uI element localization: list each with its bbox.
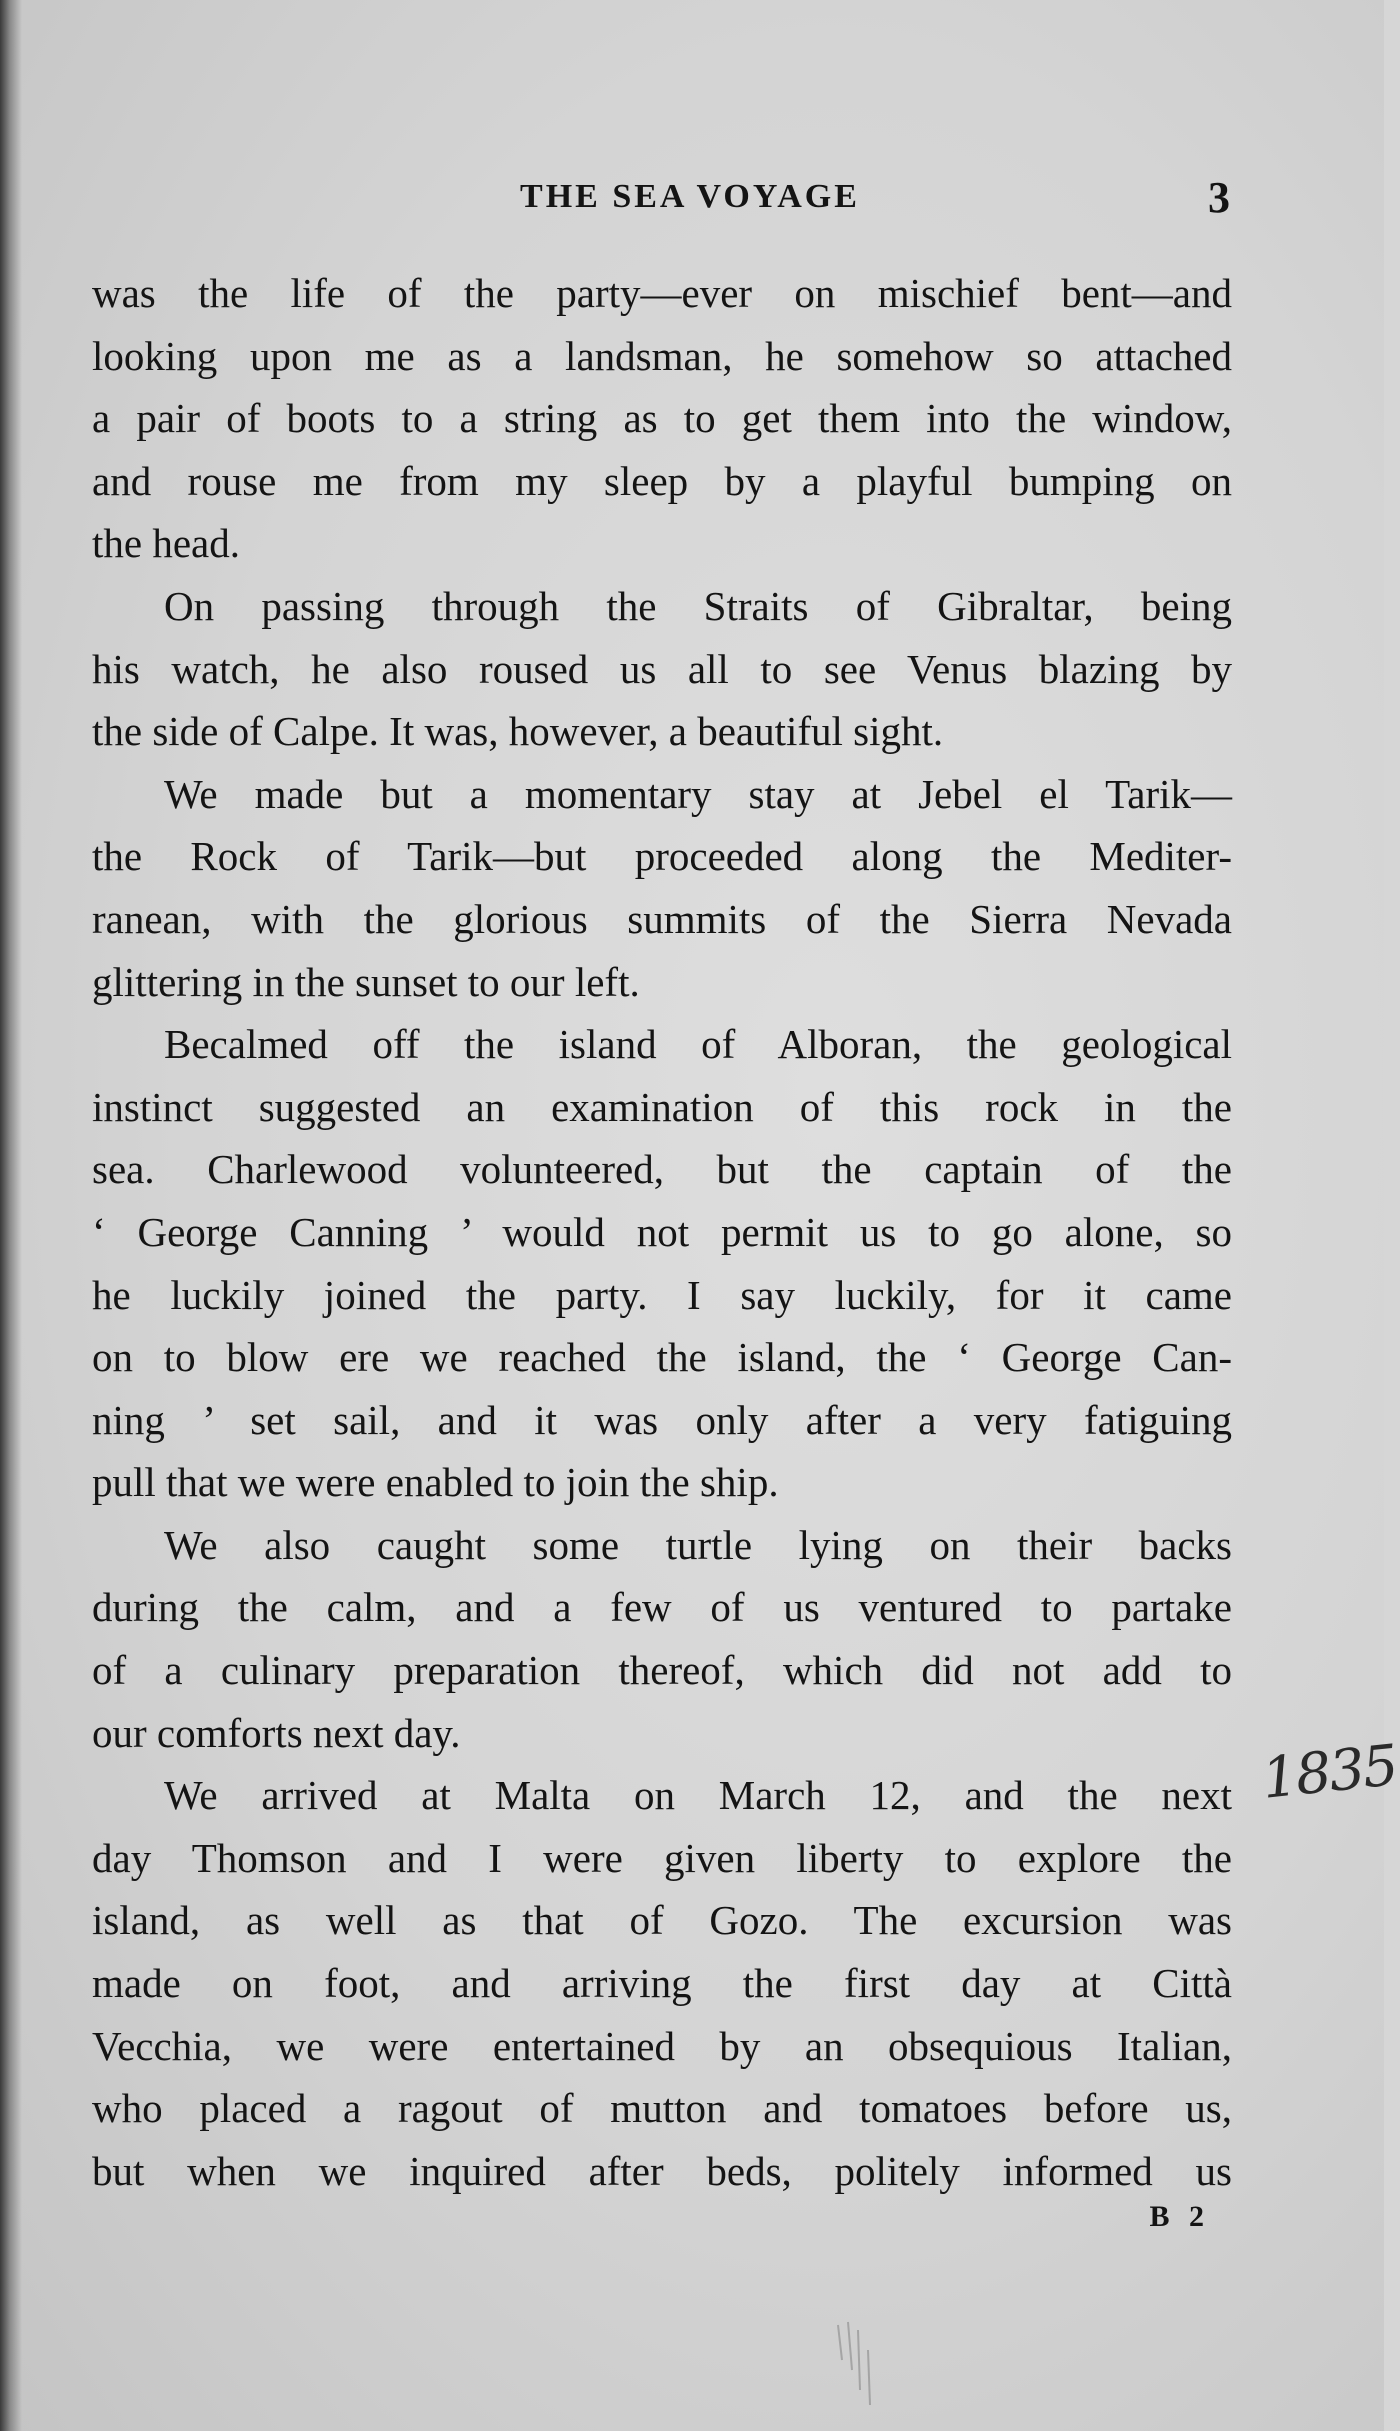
text-line: sea. Charlewood volunteered, but the captain of the (92, 1146, 1232, 1193)
text-line: the side of Calpe. It was, however, a beautiful sight. (92, 708, 944, 755)
paper-specks (830, 2320, 890, 2410)
text-line: pull that we were enabled to join the ship. (92, 1459, 779, 1506)
text-line: of a culinary preparation thereof, which did not add to (92, 1647, 1232, 1694)
text-line: We arrived at Malta on March 12, and the next (164, 1772, 1232, 1819)
page-number: 3 (1208, 173, 1230, 222)
text-line: Vecchia, we were entertained by an obsequious Italian, (92, 2022, 1232, 2069)
text-line: ning ’ set sail, and it was only after a very fatiguing (92, 1396, 1232, 1443)
text-line: but when we inquired after beds, politely informed us (92, 2147, 1232, 2194)
text-line: island, as well as that of Gozo. The excursion was (92, 1897, 1232, 1944)
text-line: on to blow ere we reached the island, the ‘ George Can- (92, 1334, 1232, 1381)
text-line: he luckily joined the party. I say luckily, for it came (92, 1271, 1232, 1318)
body-text (92, 262, 1232, 2202)
text-line: We made but a momentary stay at Jebel el Tarik— (164, 770, 1232, 817)
text-line: made on foot, and arriving the first day at Città (92, 1960, 1232, 2007)
text-line: his watch, he also roused us all to see Venus blazing by (92, 645, 1232, 692)
text-line: during the calm, and a few of us ventured to partake (92, 1584, 1232, 1631)
text-line: We also caught some turtle lying on their backs (164, 1521, 1232, 1568)
text-line: glittering in the sunset to our left. (92, 958, 640, 1005)
running-title: THE SEA VOYAGE (520, 178, 860, 215)
text-line: and rouse me from my sleep by a playful bumping on (92, 457, 1232, 504)
text-line: On passing through the Straits of Gibraltar, being (164, 582, 1232, 629)
text-line: the Rock of Tarik—but proceeded along the Mediter- (92, 833, 1232, 880)
text-line: instinct suggested an examination of this rock in the (92, 1083, 1232, 1130)
handwritten-margin-note: 1835 (1258, 1733, 1400, 1812)
running-head (90, 173, 1230, 238)
text-line: ranean, with the glorious summits of the Sierra Nevada (92, 895, 1232, 942)
text-line: our comforts next day. (92, 1709, 461, 1756)
text-line: Becalmed off the island of Alboran, the geological (164, 1021, 1232, 1068)
text-line: who placed a ragout of mutton and tomatoes before us, (92, 2085, 1232, 2132)
signature-mark: B 2 (1149, 2200, 1210, 2233)
spine-shadow (0, 0, 22, 2431)
text-line: ‘ George Canning ’ would not permit us to go alone, so (92, 1208, 1232, 1255)
text-line: was the life of the party—ever on mischief bent—and (92, 270, 1232, 316)
text-line: day Thomson and I were given liberty to explore the (92, 1834, 1232, 1881)
text-line: looking upon me as a landsman, he somehow so attached (92, 332, 1232, 379)
text-line: the head. (92, 520, 240, 567)
text-line: a pair of boots to a string as to get them into the window, (92, 395, 1232, 442)
